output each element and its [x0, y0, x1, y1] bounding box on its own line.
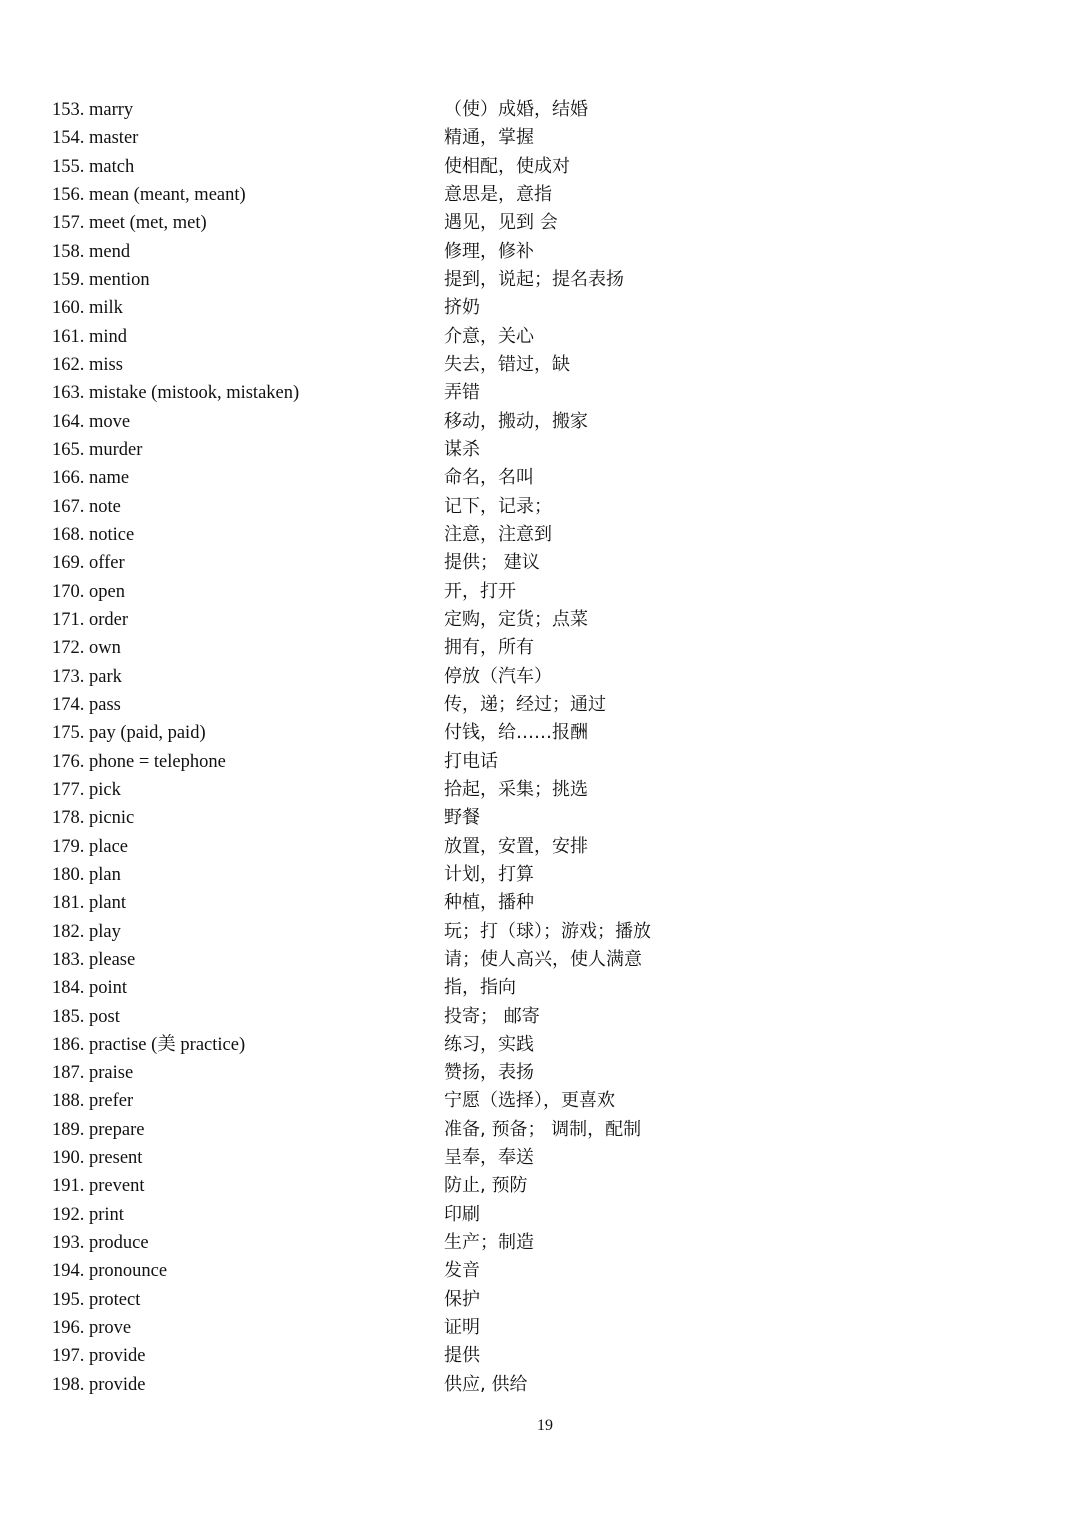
vocab-entry: [52, 634, 752, 662]
vocab-entry: [52, 1229, 752, 1257]
english-term: 154. master: [52, 128, 139, 149]
chinese-meaning: 遇见，见到 会: [444, 212, 558, 234]
vocab-entry: [52, 946, 752, 974]
english-term: 184. point: [52, 978, 128, 999]
vocab-entry: [52, 833, 752, 861]
chinese-meaning: 呈奉，奉送: [444, 1147, 534, 1169]
vocab-entry: [52, 96, 752, 124]
vocab-entry: [52, 1144, 752, 1172]
chinese-meaning: 开，打开: [444, 580, 516, 602]
vocab-entry: [52, 1201, 752, 1229]
vocab-entry: [52, 1342, 752, 1370]
chinese-meaning: 请；使人高兴，使人满意: [444, 948, 642, 970]
english-term: 189. prepare: [52, 1119, 145, 1140]
chinese-meaning: 修理，修补: [444, 240, 534, 262]
english-term: 176. phone = telephone: [52, 751, 226, 772]
chinese-meaning: 拾起，采集；挑选: [444, 778, 588, 800]
chinese-meaning: 停放（汽车）: [444, 665, 552, 687]
english-term: 153. marry: [52, 100, 134, 120]
english-term: 163. mistake (mistook, mistaken): [52, 383, 300, 404]
chinese-meaning: 种植，播种: [444, 892, 534, 914]
vocab-entry: [52, 294, 752, 322]
chinese-meaning: 提供: [444, 1345, 480, 1367]
vocab-entry: [52, 804, 752, 832]
chinese-meaning: 发音: [444, 1260, 480, 1282]
vocab-entry: [52, 549, 752, 577]
vocab-entry: [52, 1257, 752, 1285]
chinese-meaning: 保护: [444, 1288, 480, 1310]
vocab-entry: [52, 889, 752, 917]
english-term: 175. pay (paid, paid): [52, 723, 206, 744]
english-term: 171. order: [52, 609, 129, 630]
english-term: 173. park: [52, 666, 122, 687]
vocab-entry: [52, 209, 752, 237]
english-term: 167. note: [52, 496, 121, 517]
english-term: 197. provide: [52, 1346, 146, 1367]
chinese-meaning: 拥有，所有: [444, 637, 534, 659]
vocab-entry: [52, 153, 752, 181]
vocab-entry: [52, 719, 752, 747]
vocab-entry: [52, 691, 752, 719]
chinese-meaning: 印刷: [444, 1203, 480, 1225]
page-number: 19: [537, 1417, 553, 1434]
chinese-meaning: 提供； 建议: [444, 552, 540, 574]
english-term: 158. mend: [52, 241, 131, 262]
chinese-meaning: 使相配，使成对: [444, 155, 570, 177]
chinese-meaning: 野餐: [444, 807, 480, 829]
chinese-meaning: 计划，打算: [444, 863, 534, 885]
english-term: 196. prove: [52, 1318, 132, 1339]
english-term: 194. pronounce: [52, 1261, 168, 1282]
chinese-meaning: 宁愿（选择），更喜欢: [444, 1090, 615, 1112]
chinese-meaning: 玩；打（球）；游戏；播放: [444, 920, 651, 942]
vocab-entry: [52, 776, 752, 804]
chinese-meaning: 供应, 供给: [444, 1373, 528, 1395]
vocab-entry: [52, 1314, 752, 1342]
english-term: 169. offer: [52, 553, 125, 574]
english-term: 168. notice: [52, 524, 135, 545]
chinese-meaning: 弄错: [444, 382, 480, 404]
english-term: 187. praise: [52, 1063, 134, 1084]
chinese-meaning: 命名，名叫: [444, 467, 534, 489]
vocabulary-list: [52, 96, 752, 1399]
chinese-meaning: 挤奶: [444, 297, 480, 319]
english-term: 156. mean (meant, meant): [52, 184, 246, 205]
vocab-entry: [52, 1087, 752, 1115]
english-term: 180. plan: [52, 864, 121, 885]
english-term: 155. match: [52, 156, 135, 177]
english-term: 179. place: [52, 836, 129, 857]
vocab-entry: [52, 748, 752, 776]
vocab-entry: [52, 1286, 752, 1314]
vocab-entry: [52, 323, 752, 351]
vocab-entry: [52, 238, 752, 266]
vocab-entry: [52, 1371, 752, 1399]
english-term: 195. protect: [52, 1289, 141, 1310]
vocab-entry: [52, 578, 752, 606]
english-term: 159. mention: [52, 269, 150, 290]
english-term: 178. picnic: [52, 808, 135, 829]
chinese-meaning: 定购，定货；点菜: [444, 608, 588, 630]
vocab-entry: [52, 1003, 752, 1031]
chinese-meaning: 谋杀: [444, 438, 480, 460]
chinese-meaning: 防止, 预防: [444, 1175, 528, 1197]
english-term: 161. mind: [52, 326, 128, 347]
chinese-meaning: 意思是，意指: [444, 183, 552, 205]
vocab-entry: [52, 663, 752, 691]
english-term: 198. provide: [52, 1374, 146, 1395]
vocab-entry: [52, 606, 752, 634]
english-term: 181. plant: [52, 893, 126, 914]
vocab-entry: [52, 464, 752, 492]
english-term: 162. miss: [52, 354, 123, 375]
vocab-entry: [52, 436, 752, 464]
chinese-meaning: 练习，实践: [444, 1033, 534, 1055]
english-term: 182. play: [52, 921, 121, 942]
english-term: 193. produce: [52, 1233, 149, 1254]
chinese-meaning: 失去，错过，缺: [444, 353, 570, 375]
english-term: 191. prevent: [52, 1176, 145, 1197]
chinese-meaning: 放置，安置，安排: [444, 835, 588, 857]
english-term: 157. meet (met, met): [52, 213, 207, 234]
vocab-entry: [52, 861, 752, 889]
english-term: 166. name: [52, 468, 130, 489]
chinese-meaning: 打电话: [444, 750, 498, 772]
english-term: 190. present: [52, 1148, 143, 1169]
vocab-entry: [52, 1031, 752, 1059]
vocab-entry: [52, 379, 752, 407]
vocab-entry: [52, 124, 752, 152]
vocab-entry: [52, 521, 752, 549]
english-term: 160. milk: [52, 298, 123, 319]
chinese-meaning: 指，指向: [444, 977, 516, 999]
english-term: 192. print: [52, 1204, 124, 1225]
chinese-meaning: 生产；制造: [444, 1232, 534, 1254]
chinese-meaning: 证明: [444, 1317, 480, 1339]
vocab-entry: [52, 493, 752, 521]
vocab-entry: [52, 351, 752, 379]
chinese-meaning: 赞扬，表扬: [444, 1062, 534, 1084]
english-term: 174. pass: [52, 694, 121, 715]
english-term: 165. murder: [52, 439, 143, 460]
chinese-meaning: 记下，记录；: [444, 495, 552, 517]
english-term: 177. pick: [52, 779, 121, 800]
chinese-meaning: 移动，搬动，搬家: [444, 410, 588, 432]
vocab-entry: [52, 1172, 752, 1200]
english-term: 185. post: [52, 1006, 120, 1027]
vocab-entry: [52, 266, 752, 294]
english-term: 164. move: [52, 411, 131, 432]
english-term: 186. practise (美 practice): [52, 1034, 246, 1055]
chinese-meaning: 付钱，给……报酬: [444, 722, 588, 744]
chinese-meaning: 传，递；经过；通过: [444, 693, 606, 715]
vocab-entry: [52, 1116, 752, 1144]
chinese-meaning: 注意，注意到: [444, 523, 552, 545]
chinese-meaning: 精通，掌握: [444, 127, 534, 149]
chinese-meaning: 投寄； 邮寄: [444, 1005, 540, 1027]
english-term: 170. open: [52, 581, 125, 602]
chinese-meaning: （使）成婚，结婚: [444, 99, 588, 120]
vocab-entry: [52, 408, 752, 436]
english-term: 172. own: [52, 638, 121, 659]
vocab-entry: [52, 974, 752, 1002]
chinese-meaning: 介意，关心: [444, 325, 534, 347]
vocab-entry: [52, 1059, 752, 1087]
english-term: 183. please: [52, 949, 136, 970]
vocab-entry: [52, 918, 752, 946]
chinese-meaning: 准备, 预备； 调制，配制: [444, 1118, 642, 1140]
english-term: 188. prefer: [52, 1091, 134, 1112]
chinese-meaning: 提到，说起；提名表扬: [444, 268, 624, 290]
vocab-entry: [52, 181, 752, 209]
